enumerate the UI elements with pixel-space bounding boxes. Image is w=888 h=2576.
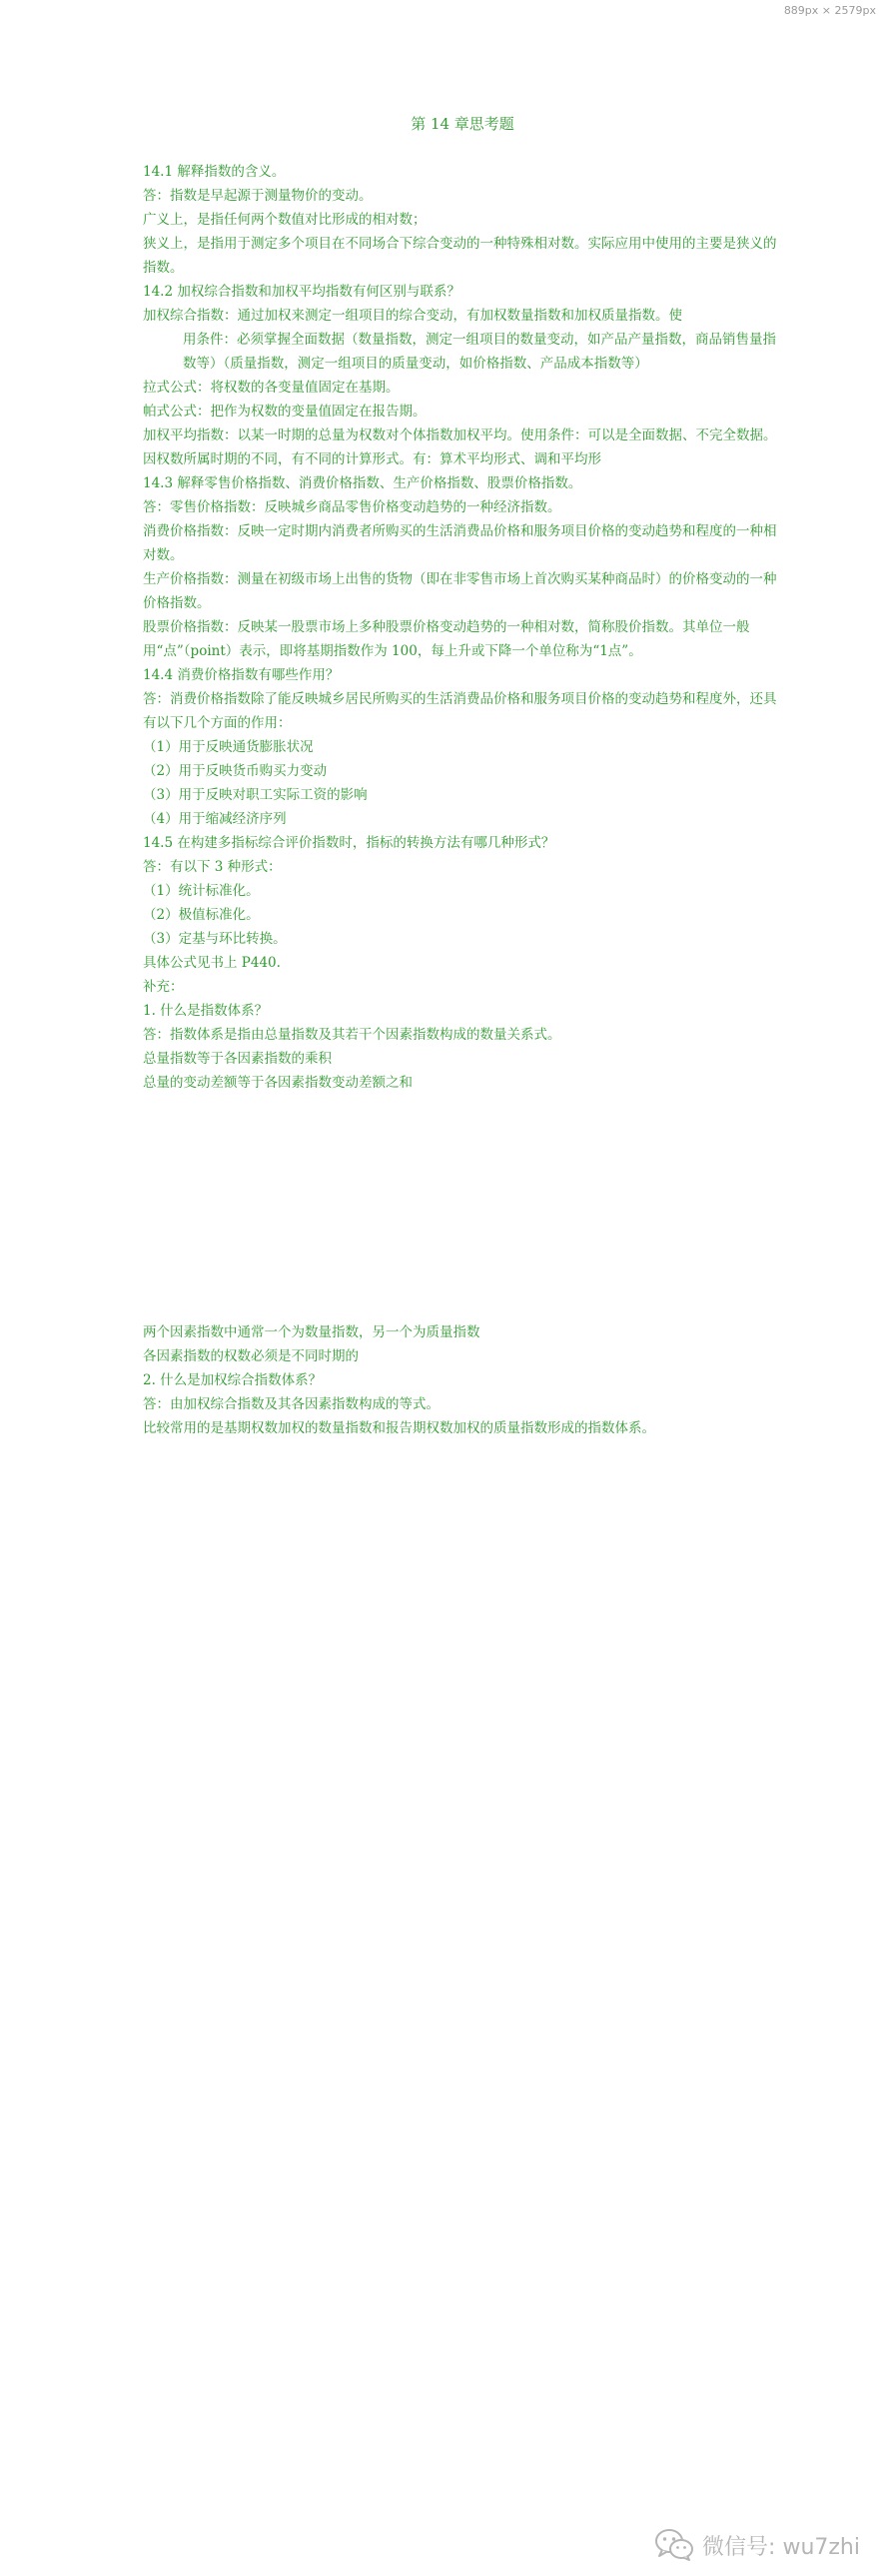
paragraph: 生产价格指数：测量在初级市场上出售的货物（即在非零售市场上首次购买某种商品时）的价格变动的一种价格指数。 bbox=[143, 571, 777, 611]
wechat-watermark bbox=[654, 2528, 860, 2562]
paragraph-indented: 用条件：必须掌握全面数据（数量指数，测定一组项目的数量变动，如产品产量指数，商品销售量指数等）（质量指数，测定一组项目的质量变动，如价格指数、产品成本指数等） bbox=[183, 332, 776, 372]
paragraph: 答：指数体系是指由总量指数及其若干个因素指数构成的数量关系式。 bbox=[143, 1027, 561, 1043]
paragraph: 拉式公式：将权数的各变量值固定在基期。 bbox=[143, 380, 400, 396]
paragraph: （3）用于反映对职工实际工资的影响 bbox=[143, 787, 368, 803]
blank-space bbox=[143, 1095, 782, 1320]
canvas-size-label: 889px × 2579px bbox=[783, 4, 876, 17]
paragraph: 14.2 加权综合指数和加权平均指数有何区别与联系？ bbox=[143, 284, 460, 300]
paragraph: 总量的变动差额等于各因素指数变动差额之和 bbox=[143, 1075, 413, 1091]
paragraph: 答：零售价格指数：反映城乡商品零售价格变动趋势的一种经济指数。 bbox=[143, 499, 561, 515]
paragraph: （1）统计标准化。 bbox=[143, 883, 260, 899]
paragraph: 14.1 解释指数的含义。 bbox=[143, 164, 286, 180]
paragraph: 答：消费价格指数除了能反映城乡居民所购买的生活消费品价格和服务项目价格的变动趋势和程度外，还具有以下几个方面的作用： bbox=[143, 691, 777, 731]
wechat-icon bbox=[654, 2528, 694, 2562]
paragraph: 消费价格指数：反映一定时期内消费者所购买的生活消费品价格和服务项目价格的变动趋势和程度的一种相对数。 bbox=[143, 523, 777, 563]
paragraph: 加权综合指数：通过加权来测定一组项目的综合变动，有加权数量指数和加权质量指数。使 bbox=[143, 308, 682, 324]
paragraph: 2. 什么是加权综合指数体系？ bbox=[143, 1372, 323, 1388]
paragraph: 广义上，是指任何两个数值对比形成的相对数； bbox=[143, 212, 427, 228]
paragraph: 14.5 在构建多指标综合评价指数时，指标的转换方法有哪几种形式？ bbox=[143, 835, 555, 851]
paragraph: 答：指数是早起源于测量物价的变动。 bbox=[143, 188, 373, 204]
watermark-text: 微信号: wu7zhi bbox=[702, 2534, 860, 2560]
paragraph: 两个因素指数中通常一个为数量指数，另一个为质量指数 bbox=[143, 1324, 480, 1340]
paragraph: （4）用于缩减经济序列 bbox=[143, 811, 287, 827]
paragraph: （2）用于反映货币购买力变动 bbox=[143, 763, 328, 779]
paragraph: （3）定基与环比转换。 bbox=[143, 931, 287, 947]
paragraph: 总量指数等于各因素指数的乘积 bbox=[143, 1051, 332, 1067]
paragraph: 帕式公式：把作为权数的变量值固定在报告期。 bbox=[143, 404, 427, 420]
document-body bbox=[143, 112, 782, 1440]
paragraph: 狭义上，是指用于测定多个项目在不同场合下综合变动的一种特殊相对数。实际应用中使用的主要是狭义的指数。 bbox=[143, 236, 777, 276]
paragraph: 股票价格指数：反映某一股票市场上多种股票价格变动趋势的一种相对数，简称股价指数。其单位一般用“点”（point）表示，即将基期指数作为 100，每上升或下降一个单位称为“1点”。 bbox=[143, 619, 750, 659]
paragraph: 答：由加权综合指数及其各因素指数构成的等式。 bbox=[143, 1396, 440, 1412]
paragraph: 加权平均指数：以某一时期的总量为权数对个体指数加权平均。使用条件：可以是全面数据、不完全数据。因权数所属时期的不同，有不同的计算形式。有：算术平均形式、调和平均形 bbox=[143, 428, 777, 467]
document-title: 第 14 章思考题 bbox=[411, 115, 514, 133]
paragraph: 各因素指数的权数必须是不同时期的 bbox=[143, 1348, 359, 1364]
paragraph: 具体公式见书上 P440. bbox=[143, 955, 281, 971]
paragraph: （2）极值标准化。 bbox=[143, 907, 260, 923]
paragraph: 14.4 消费价格指数有哪些作用？ bbox=[143, 667, 340, 683]
paragraph: 1. 什么是指数体系？ bbox=[143, 1003, 269, 1019]
paragraph: 补充： bbox=[143, 979, 184, 995]
paragraph: 答：有以下 3 种形式： bbox=[143, 859, 282, 875]
paragraph: （1）用于反映通货膨胀状况 bbox=[143, 739, 314, 755]
paragraph: 14.3 解释零售价格指数、消费价格指数、生产价格指数、股票价格指数。 bbox=[143, 475, 582, 491]
paragraph: 比较常用的是基期权数加权的数量指数和报告期权数加权的质量指数形成的指数体系。 bbox=[143, 1420, 655, 1436]
